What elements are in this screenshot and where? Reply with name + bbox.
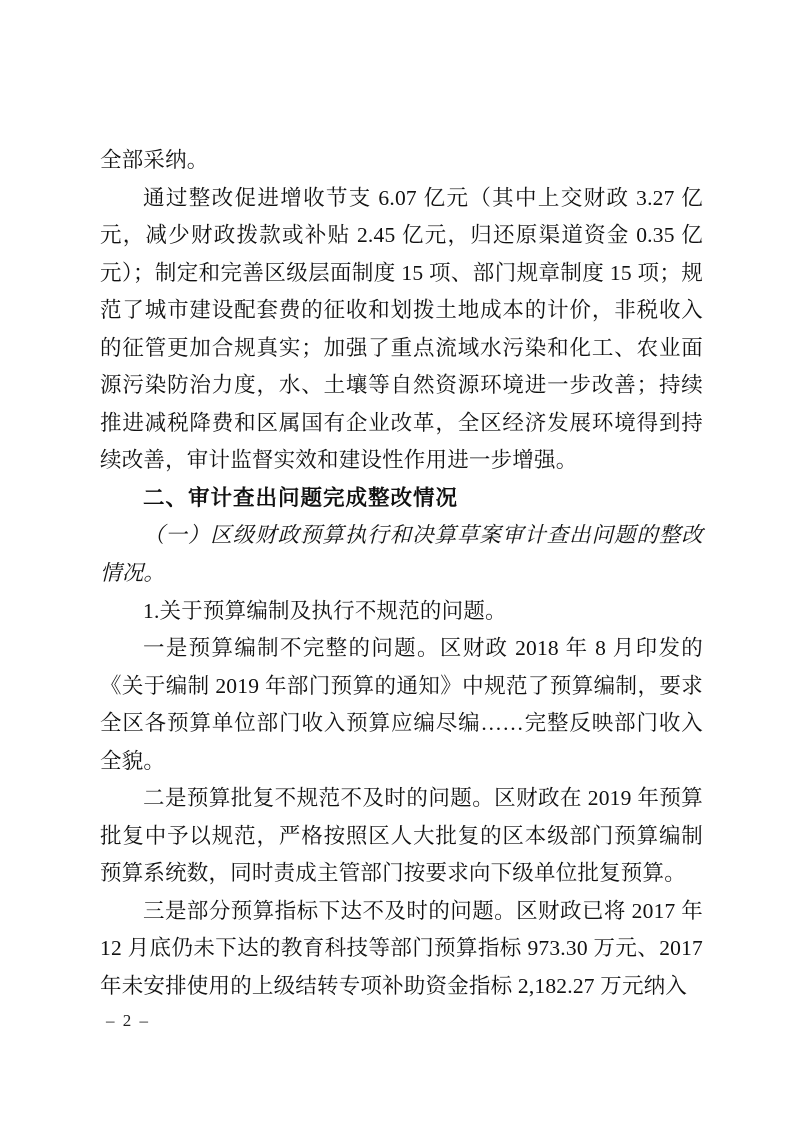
item-heading-1: 1.关于预算编制及执行不规范的问题。 [143, 598, 507, 623]
paragraph-point-one: 一是预算编制不完整的问题。区财政 2018 年 8 月印发的《关于编制 2019 年部门预算的通知》中规范了预算编制，要求全区各预算单位部门收入预算应编尽编……完整反映部门收入全貌。 [100, 636, 703, 773]
paragraph-continuation: 全部采纳。 [100, 148, 209, 172]
subsection-heading: （一）区级财政预算执行和决算草案审计查出问题的整改情况。 [100, 523, 703, 586]
paragraph-point-three: 三是部分预算指标下达不及时的问题。区财政已将 2017 年 12 月底仍未下达的教育科技等部门预算指标 973.30 万元、2017 年未安排使用的上级结转专项补助资金指标 2,182.27 万元纳入 [100, 898, 703, 999]
page-number: – 2 – [106, 1011, 150, 1030]
paragraph-point-two: 二是预算批复不规范不及时的问题。区财政在 2019 年预算批复中予以规范，严格按照区人大批复的区本级部门预算编制预算系统数，同时责成主管部门按要求向下级单位批复预算。 [100, 786, 703, 886]
document-body [100, 142, 703, 1006]
paragraph-rectification-results: 通过整改促进增收节支 6.07 亿元（其中上交财政 3.27 亿元，减少财政拨款或补贴 2.45 亿元，归还原渠道资金 0.35 亿元）；制定和完善区级层面制度 15 项、部门规章制度 15 项；规范了城市建设配套费的征收和划拨土地成本的计价，非税收入的征管更加合规真实；加强了重点流域水污染和化工、农业面源污染防治力度，水、土壤等自然资源环境进一步改善；持续推进减税降费和区属国有企业改革，全区经济发展环境得到持续改善，审计监督实效和建设性作用进一步增强。 [100, 185, 703, 473]
section-heading: 二、审计查出问题完成整改情况 [143, 485, 459, 510]
